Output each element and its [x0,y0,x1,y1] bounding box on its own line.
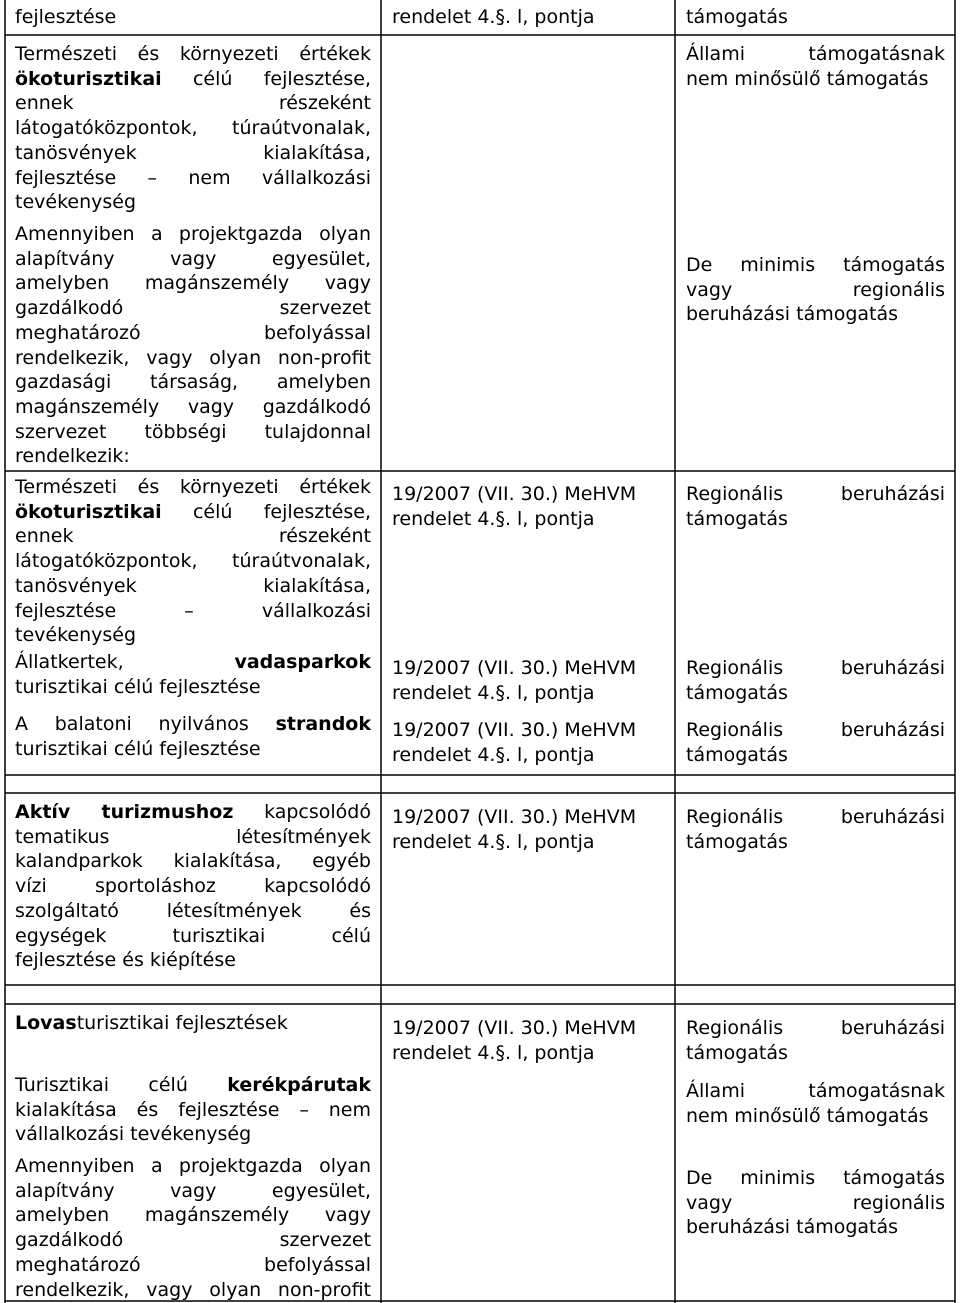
r1-activity-line: ökoturisztikai célú fejlesztése, [15,67,371,90]
r4-aid-line: támogatás [686,743,788,766]
top-activity-text: fejlesztése [15,6,117,28]
r7-aid-deminimis-cell [686,1166,945,1240]
top-legal-text: rendelet 4.§. l, pontja [392,6,595,28]
r4-activity-bold: strandok [275,713,371,735]
r3-aid-line: Regionális beruházási [686,657,945,679]
r1-aid-state-line: Állami támogatásnak [686,43,945,65]
r6-legal-line: rendelet 4.§. l, pontja [392,1041,595,1064]
r4-legal-line: rendelet 4.§. l, pontja [392,743,595,766]
r6-legal-cell [392,1016,664,1065]
r4-legal-cell [392,718,664,767]
r6-activity-line: Lovasturisztikai fejlesztések [15,1012,288,1034]
top-legal-cell [392,5,664,30]
r5-aid-cell [686,805,945,854]
r1-activity-cell [15,42,371,215]
r1-aid-deminimis-cell [686,253,945,327]
r1-condition-line: alapítvány vagy egyesület, [15,247,371,270]
r3-activity-line: Állatkertek, vadasparkok [15,651,371,673]
r6-aid-line: Regionális beruházási [686,1017,945,1039]
r7-activity-cell [15,1073,371,1147]
r1-condition-line: rendelkezik, vagy olyan non-profit [15,346,371,369]
r1-condition-cell [15,222,371,469]
r5-legal-line: rendelet 4.§. l, pontja [392,830,595,853]
r2-activity-cell [15,475,371,648]
r3-aid-cell [686,656,945,705]
r2-aid-line: támogatás [686,507,788,530]
r3-aid-line: támogatás [686,681,788,704]
r4-activity-line: A balatoni nyilvános strandok [15,713,371,735]
r7-condition-line: meghatározó befolyással [15,1253,371,1276]
r1-condition-line: szervezet többségi tulajdonnal [15,420,371,443]
r4-aid-line: Regionális beruházási [686,719,945,741]
r3-legal-line: rendelet 4.§. l, pontja [392,681,595,704]
r2-activity-line: Természeti és környezeti értékek [15,476,371,498]
r7-aid-state-line: Állami támogatásnak [686,1080,945,1102]
r1-condition-line: Amennyiben a projektgazda olyan [15,223,371,245]
r1-condition-line: gazdasági társaság, amelyben [15,371,371,394]
r1-activity-line: tanösvények kialakítása, [15,141,371,164]
r5-activity-line: fejlesztése és kiépítése [15,949,236,972]
r7-activity-bold: kerékpárutak [227,1074,372,1096]
r6-aid-line: támogatás [686,1041,788,1064]
r7-condition-line: gazdálkodó szervezet [15,1229,371,1252]
r7-activity-line: Turisztikai célú kerékpárutak [15,1074,372,1096]
r5-activity-bold: Aktív turizmushoz [15,801,234,823]
r2-legal-line: rendelet 4.§. l, pontja [392,507,595,530]
r1-activity-line: látogatóközpontok, túraútvonalak, [15,117,371,140]
r1-aid-deminimis-line: De minimis támogatás [686,254,945,276]
r6-activity-cell [15,1011,371,1036]
r1-aid-deminimis-line: vagy regionális [686,278,945,301]
r7-aid-deminimis-line: De minimis támogatás [686,1167,945,1189]
r2-activity-line: tevékenység [15,624,137,647]
r2-activity-line: fejlesztése – vállalkozási [15,599,371,622]
top-aid-cell [686,5,945,30]
r4-activity-line: turisztikai célú fejlesztése [15,737,261,760]
r3-legal-cell [392,656,664,705]
r5-activity-cell [15,800,371,973]
r5-activity-line: egységek turisztikai célú [15,924,371,947]
r3-activity-line: turisztikai célú fejlesztése [15,675,261,698]
top-aid-text: támogatás [686,6,788,28]
r4-activity-cell [15,712,371,761]
r7-condition-line: Amennyiben a projektgazda olyan [15,1155,371,1177]
r7-aid-deminimis-line: beruházási támogatás [686,1216,899,1239]
r1-activity-line: Természeti és környezeti értékek [15,43,371,65]
r6-aid-cell [686,1016,945,1065]
r4-aid-cell [686,718,945,767]
r2-activity-line: tanösvények kialakítása, [15,574,371,597]
r2-activity-line: látogatóközpontok, túraútvonalak, [15,550,371,573]
r7-condition-cell [15,1154,371,1302]
r5-activity-line: tematikus létesítmények [15,825,371,848]
r1-aid-deminimis-line: beruházási támogatás [686,303,899,326]
r5-activity-line: szolgáltató létesítmények és [15,899,371,922]
r7-activity-line: vállalkozási tevékenység [15,1123,252,1146]
r2-aid-cell [686,482,945,531]
r1-activity-line: ennek részeként [15,92,371,115]
r6-legal-line: 19/2007 (VII. 30.) MeHVM [392,1017,637,1039]
r7-condition-line: amelyben magánszemély vagy [15,1204,371,1227]
r2-legal-line: 19/2007 (VII. 30.) MeHVM [392,483,637,505]
top-activity-cell [15,5,371,30]
r7-aid-state-cell [686,1079,945,1128]
r1-activity-line: fejlesztése – nem vállalkozási [15,166,371,189]
r1-condition-line: gazdálkodó szervezet [15,297,371,320]
r1-activity-bold: ökoturisztikai [15,67,162,90]
r3-activity-bold: vadasparkok [234,651,371,673]
r3-legal-line: 19/2007 (VII. 30.) MeHVM [392,657,637,679]
r4-legal-line: 19/2007 (VII. 30.) MeHVM [392,719,637,741]
r7-condition-line: alapítvány vagy egyesület, [15,1179,371,1202]
r1-condition-line: rendelkezik: [15,445,130,468]
r1-activity-line: tevékenység [15,191,137,214]
r3-activity-cell [15,650,371,699]
r7-aid-state-line: nem minősülő támogatás [686,1104,929,1127]
r7-condition-line: rendelkezik, vagy olyan non-profit [15,1278,371,1301]
r5-aid-line: Regionális beruházási [686,806,945,828]
r5-legal-cell [392,805,664,854]
r7-activity-line: kialakítása és fejlesztése – nem [15,1098,371,1121]
r2-legal-cell [392,482,664,531]
r2-activity-line: ökoturisztikai célú fejlesztése, [15,500,371,523]
r6-activity-bold: Lovas [15,1012,77,1034]
r1-aid-state-line: nem minősülő támogatás [686,67,929,90]
r5-legal-line: 19/2007 (VII. 30.) MeHVM [392,806,637,828]
r5-activity-line: Aktív turizmushoz kapcsolódó [15,801,371,823]
r1-aid-state-cell [686,42,945,91]
r2-activity-line: ennek részeként [15,525,371,548]
r2-activity-bold: ökoturisztikai [15,500,162,523]
r2-aid-line: Regionális beruházási [686,483,945,505]
r7-aid-deminimis-line: vagy regionális [686,1191,945,1214]
r5-aid-line: támogatás [686,830,788,853]
r1-condition-line: meghatározó befolyással [15,321,371,344]
r1-condition-line: magánszemély vagy gazdálkodó [15,395,371,418]
r5-activity-line: vízi sportoláshoz kapcsolódó [15,875,371,898]
r1-condition-line: amelyben magánszemély vagy [15,272,371,295]
r5-activity-line: kalandparkok kialakítása, egyéb [15,850,371,873]
